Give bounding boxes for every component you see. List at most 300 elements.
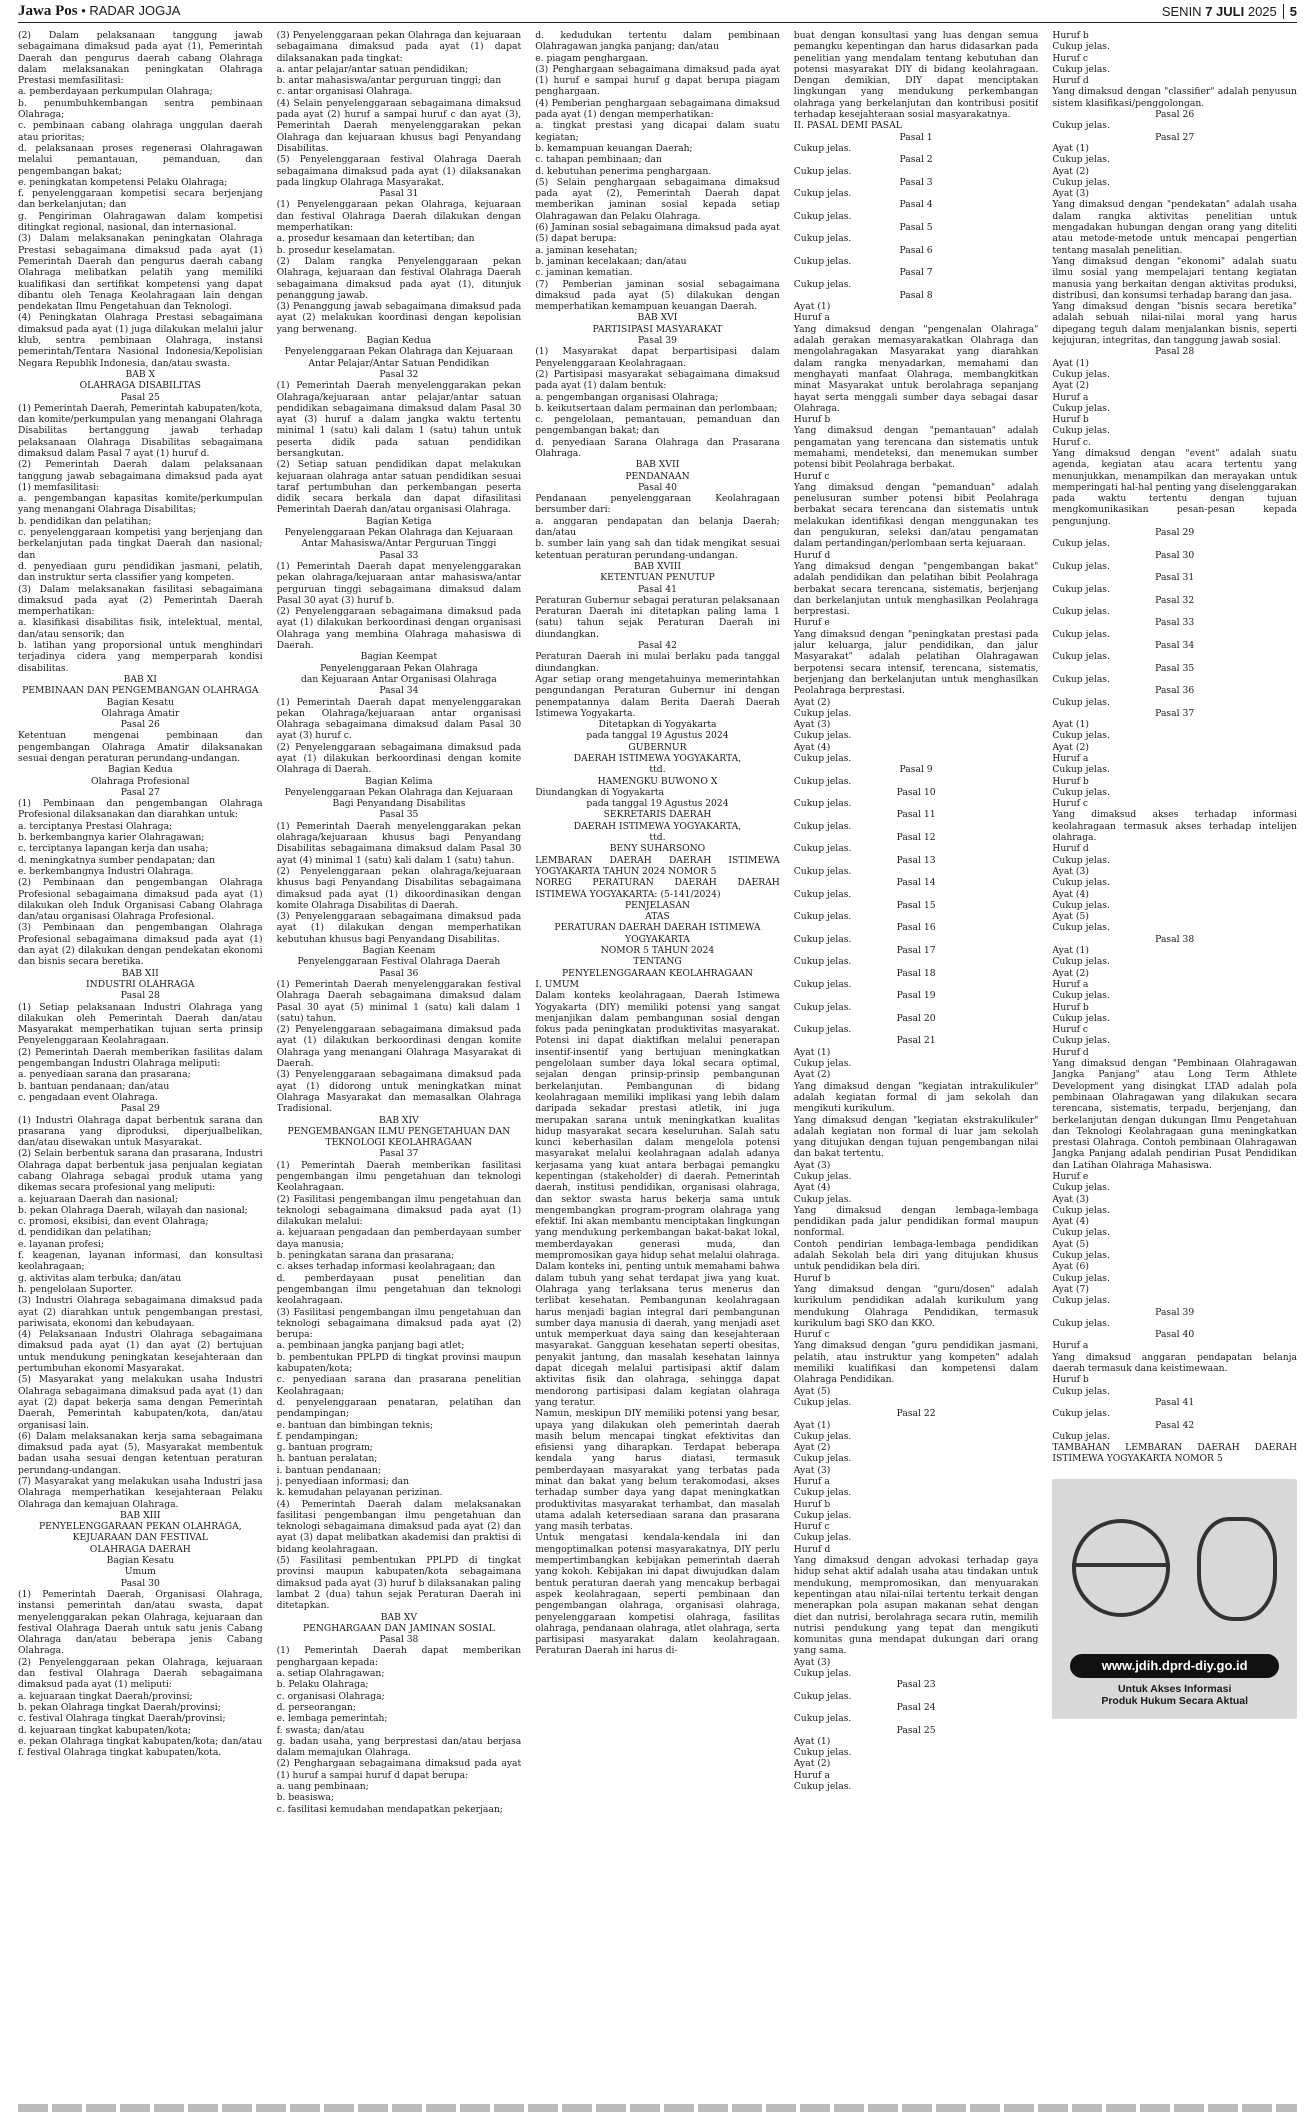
paragraph: (3) Penyelenggaraan sebagaimana dimaksud pada ayat (1) didorong untuk meningkatkan minat Olahraga Masyarakat dan memasalkan Olahraga Tradisional.: [276, 1069, 522, 1115]
paragraph: ttd.: [649, 832, 666, 844]
paragraph: Cukup jelas.: [793, 730, 852, 742]
paragraph: Pasal 30: [120, 1577, 160, 1589]
paragraph: Huruf d: [1052, 75, 1089, 87]
paragraph: Penyelenggaraan Pekan Olahraga dan Kejuaraan Antar Pelajar/Antar Satuan Pendidikan: [284, 346, 514, 369]
paragraph: Pasal 29: [1155, 527, 1195, 539]
paragraph: Cukup jelas.: [1052, 899, 1110, 911]
paragraph: Pasal 8: [899, 289, 933, 301]
paragraph: Bagian Kedua: [107, 764, 173, 776]
paragraph: Yang dimaksud dengan "pemantauan" adalah pengamatan yang terencana dan sistematis untuk memahami, mendeteksi, dan menemukan sumber potensi bibit Peolahraga berbakat.: [793, 425, 1039, 471]
paragraph: Pasal 25: [120, 391, 160, 403]
paragraph: a. uang pembinaan;: [276, 1781, 369, 1793]
paragraph: Yang dimaksud dengan "kegiatan intrakulikuler" adalah kegiatan formal di jam sekolah dan mengikuti kurikulum.: [793, 1080, 1039, 1115]
paragraph: I. UMUM: [535, 978, 579, 990]
paragraph: Yang dimaksud dengan advokasi terhadap gaya hidup sehat aktif adalah usaha atau tindakan untuk mendukung, mempromosikan, dan menyuarakan kepentingan atau nilai-nilai tertentu terkait dengan menerapkan pola asupan makanan sehat dengan diet dan nutrisi, berolahraga secara rutin, memilih nutrisi pendukung yang tepat dan mengikuti komunitas guna mendapat dukungan dari orang yang sama.: [793, 1555, 1039, 1657]
paragraph: Untuk mengatasi kendala-kendala ini dan mengoptimalkan potensi masyarakatnya, DIY perlu mempertimbangkan kebijakan pemerintah daerah yang kokoh. Kebijakan ini dapat diwujudkan dalam bentuk peraturan daerah yang mencakup berbagai aspek keolahragaan, seperti pembinaan dan pengembangan olahraga, organisasi olahraga, penyelenggaraan kompetisi olahraga, fasilitas olahraga, pendanaan olahraga, atlet olahraga, serta partisipasi masyarakat dalam keolahragaan. Peraturan Daerah ini harus di-: [535, 1532, 780, 1657]
paragraph: HAMENGKU BUWONO X: [597, 775, 718, 787]
paragraph: ATAS: [645, 911, 670, 923]
paragraph: Huruf c: [793, 1329, 830, 1341]
paragraph: f. penyelenggaraan kompetisi secara berjenjang dan berkelanjutan; dan: [18, 188, 263, 211]
paragraph: Bagian Keenam: [362, 945, 436, 957]
paragraph: (5) Fasilitasi pembentukan PPLPD di tingkat provinsi maupun kabupaten/kota sebagaimana dimaksud pada ayat (3) huruf b dilaksanakan paling lambat 2 (dua) tahun sejak Peraturan Daerah ini ditetapkan.: [276, 1555, 522, 1612]
paragraph: a. kejuaraan Daerah dan nasional;: [18, 1193, 178, 1205]
paragraph: OLAHRAGA DISABILITAS: [79, 380, 201, 392]
paragraph: Huruf d: [1052, 1046, 1089, 1058]
paragraph: d. penyediaan guru pendidikan jasmani, pelatih, dan instruktur serta classifier yang kompeten.: [18, 560, 263, 584]
paragraph: a. anggaran pendapatan dan belanja Daerah; dan/atau: [535, 515, 780, 539]
paragraph: Pasal 12: [896, 832, 936, 844]
paragraph: Namun, meskipun DIY memiliki potensi yang besar, upaya yang dilakukan oleh pemerintah daerah masih belum mencapai tingkat efektivitas dan efisiensi yang diharapkan. Terdapat beberapa kendala yang harus diatasi, termasuk pemberdayaan masyarakat yang terbatas pada minat dan bakat yang belum terakomodasi, akses terhadap sumber daya yang dapat meningkatkan produktivitas masyarakat terhambat, dan masalah utama adalah ketersediaan sarana dan prasarana yang masih terbatas.: [535, 1408, 780, 1533]
paragraph: Contoh pendirian lembaga-lembaga pendidikan adalah Sekolah bela diri yang ditujukan khusus untuk pendidikan bela diri.: [793, 1238, 1039, 1273]
paragraph: Bagian Keempat: [360, 651, 438, 663]
paragraph: a. pengembangan organisasi Olahraga;: [535, 391, 719, 403]
paragraph: BAB XII: [121, 967, 159, 979]
paragraph: Huruf c: [793, 1521, 830, 1533]
paragraph: (2) Dalam rangka Penyelenggaraan pekan Olahraga, kejuaraan dan festival Olahraga Daerah sebagaimana dimaksud pada ayat (1), ditunjuk penanggung jawab.: [276, 255, 522, 301]
paragraph: Cukup jelas.: [1052, 368, 1110, 380]
paragraph: Ayat (3): [793, 1464, 831, 1476]
paragraph: b. antar mahasiswa/antar perguruan tinggi; dan: [276, 75, 502, 87]
paragraph: c. fasilitasi kemudahan mendapatkan pekerjaan;: [276, 1803, 503, 1815]
paragraph: ttd.: [649, 764, 666, 776]
paragraph: f. pendampingan;: [276, 1430, 358, 1442]
paragraph: Ayat (2): [793, 1069, 831, 1081]
paragraph: a. prosedur kesamaan dan ketertiban; dan: [276, 233, 475, 245]
paragraph: Yang dimaksud dengan "guru pendidikan jasmani, pelatih, atau instruktur yang kompeten" adalah memiliki kualifikasi dan kompetensi dalam Olahraga Pendidikan.: [793, 1340, 1039, 1386]
paragraph: PENYELENGGARAAN PEKAN OLAHRAGA, KEJUARAAN DAN FESTIVAL: [38, 1521, 242, 1544]
paragraph: i. bantuan pendanaan;: [276, 1464, 382, 1476]
paragraph: (5) Penyelenggaraan festival Olahraga Daerah sebagaimana dimaksud pada ayat (1) dilaksanakan pada lingkup Olahraga Masyarakat.: [276, 154, 522, 188]
paragraph: Pasal 40: [637, 481, 677, 493]
paragraph: Cukup jelas.: [1052, 1408, 1110, 1420]
jdih-advertisement: [1052, 1479, 1297, 1719]
paragraph: Cukup jelas.: [1052, 1430, 1110, 1442]
paragraph: Yang dimaksud akses terhadap informasi keolahragaan termasuk akses terhadap intelijen olahraga.: [1052, 809, 1297, 844]
paragraph: c. tahapan pembinaan; dan: [535, 154, 662, 166]
paragraph: b. latihan yang proporsional untuk menghindari terjadinya cidera yang memperparah kondisi disabilitas.: [18, 640, 263, 674]
paragraph: (1) Penyelenggaraan pekan Olahraga, kejuaraan dan festival Olahraga Daerah dilakukan dengan memperhatikan:: [276, 199, 522, 234]
paragraph: BAB XVI: [637, 312, 678, 324]
paragraph: (2) Penyelenggaraan sebagaimana dimaksud pada ayat (1) dilakukan berkoordinasi dengan komite Olahraga yang menangani Olahraga Masyarakat di Daerah.: [276, 1024, 522, 1070]
paragraph: Cukup jelas.: [1052, 583, 1110, 595]
paragraph: e. pekan Olahraga tingkat kabupaten/kota; dan/atau: [18, 1735, 263, 1747]
paragraph: (5) Masyarakat yang melakukan usaha Industri Olahraga sebagaimana dimaksud pada ayat (1) dan ayat (2) dapat bekerja sama dengan Pemerintah Daerah, Pemerintah kabupaten/kota, dan/atau organisasi lain.: [18, 1374, 263, 1431]
paragraph: Ayat (5): [1052, 1238, 1089, 1250]
paragraph: Cukup jelas.: [1052, 1204, 1110, 1216]
paragraph: Peraturan Gubernur sebagai peraturan pelaksanaan Peraturan Daerah ini ditetapkan paling lama 1 (satu) tahun sejak Peraturan Daerah ini diundangkan.: [535, 594, 780, 640]
paragraph: b. beasiswa;: [276, 1792, 334, 1804]
paragraph: Cukup jelas.: [793, 210, 852, 222]
paragraph: Pasal 20: [896, 1012, 936, 1024]
paragraph: Ayat (4): [1052, 888, 1089, 900]
paragraph: Cukup jelas.: [1052, 990, 1110, 1002]
paragraph: (2) Penyelenggaraan pekan Olahraga, kejuaraan dan festival Olahraga Daerah sebagaimana dimaksud pada ayat (1) meliputi:: [18, 1656, 263, 1691]
paragraph: Pasal 38: [1155, 933, 1195, 945]
paragraph: d. perseorangan;: [276, 1701, 356, 1713]
paragraph: (1) Pemerintah Daerah dapat menyelenggarakan pekan olahraga/kejuaraan antar mahasiswa/antar perguruan tinggi sebagaimana dimaksud dalam Pasal 30 ayat (3) huruf b.: [276, 560, 522, 606]
paragraph: (7) Masyarakat yang melakukan usaha Industri jasa Olahraga memperhatikan kesejahteraan Pelaku Olahraga dan kemajuan Olahraga.: [18, 1476, 263, 1510]
paragraph: Pasal 24: [896, 1701, 936, 1713]
jdih-url-link[interactable]: www.jdih.dprd-diy.go.id: [1070, 1654, 1279, 1678]
paragraph: a. klasifikasi disabilitas fisik, intelektual, mental, dan/atau sensorik; dan: [18, 617, 263, 640]
paragraph: (1) Pemerintah Daerah menyelenggarakan pekan olahraga/kejuaraan khusus bagi Penyandang Disabilitas sebagaimana dimaksud dalam Pasal 30 ayat (4) minimal 1 (satu) kali dalam 1 (satu) tahun.: [276, 820, 522, 866]
paragraph: g. aktivitas alam terbuka; dan/atau: [18, 1272, 182, 1284]
paragraph: Cukup jelas.: [1052, 425, 1110, 437]
paragraph: Cukup jelas.: [1052, 1250, 1110, 1262]
paragraph: II. PASAL DEMI PASAL: [793, 120, 902, 132]
paragraph: Yang dimaksud dengan "event" adalah suatu agenda, kegiatan atau acara tertentu yang menunjukkan, menampilkan dan merayakan untuk memperingati hal-hal penting yang diselenggarakan pada waktu tertentu dengan tujuan mengkomunikasikan pesan-pesan kepada pengunjung.: [1052, 447, 1297, 527]
paragraph: b. berkembangnya karier Olahragawan;: [18, 832, 205, 844]
paragraph: Huruf b: [1052, 414, 1089, 426]
paragraph: g. badan usaha, yang berprestasi dan/atau berjasa dalam memajukan Olahraga.: [276, 1735, 522, 1759]
paragraph: YOGYAKARTA: [625, 933, 690, 945]
paragraph: Huruf a: [1052, 753, 1089, 764]
paragraph: d. kebutuhan penerima penghargaan.: [535, 165, 712, 177]
paragraph: Cukup jelas.: [1052, 651, 1110, 663]
paragraph: Penyelenggaraan Pekan Olahraga dan Kejuaraan Antar Mahasiswa/Antar Perguruan Tinggi: [284, 527, 514, 550]
paragraph: Pasal 41: [637, 583, 677, 595]
paragraph: e. layanan profesi;: [18, 1238, 104, 1250]
paragraph: (3) Industri Olahraga sebagaimana dimaksud pada ayat (2) diarahkan untuk pengembangan prestasi, pariwisata, ekonomi dan kebudayaan.: [18, 1295, 263, 1329]
paragraph: buat dengan konsultasi yang luas dengan semua pemangku kepentingan dan harus didasarkan pada penelitian yang mendalam tentang kebutuhan dan potensi masyarakat DIY di bidang keolahragaan. Dengan demikian, DIY dapat menciptakan lingkungan yang mendukung perkembangan olahraga yang berkelanjutan dan kontribusi positif terhadap kesejahteraan sosial masyarakatnya.: [793, 30, 1039, 121]
paragraph: Cukup jelas.: [1052, 538, 1110, 550]
diy-seal-icon: [1197, 1517, 1277, 1621]
paragraph: (2) Pembinaan dan pengembangan Olahraga Profesional sebagaimana dimaksud pada ayat (1) dilakukan oleh Induk Organisasi Cabang Olahraga dan/atau organisasi Olahraga Profesional.: [18, 877, 263, 923]
paragraph: (3) Penghargaan sebagaimana dimaksud pada ayat (1) huruf e sampai huruf g dapat berupa piagam penghargaan.: [535, 63, 780, 98]
paragraph: Ayat (3): [793, 1656, 831, 1668]
paragraph: b. penumbuhkembangan sentra pembinaan Olahraga;: [18, 97, 263, 121]
paragraph: (2) Dalam pelaksanaan tanggung jawab sebagaimana dimaksud pada ayat (1), Pemerintah Daerah dan pengurus daerah cabang Olahraga dalam melaksanakan peningkatan Olahraga Prestasi memfasilitasi:: [18, 30, 263, 87]
paragraph: NOREG PERATURAN DAERAH DAERAH ISTIMEWA YOGYAKARTA: (5-141/2024): [535, 877, 780, 900]
paragraph: (1) Pemerintah Daerah dapat memberikan penghargaan kepada:: [276, 1645, 522, 1668]
paragraph: (4) Pemberian penghargaan sebagaimana dimaksud pada ayat (1) dengan memperhatikan:: [535, 97, 780, 121]
paragraph: (1) Pemerintah Daerah, Pemerintah kabupaten/kota, dan komite/perkumpulan yang menangani Olahraga Disabilitas bertanggung jawab terhadap pelaksanaan Olahraga Disabilitas sebagaimana dimaksud dalam Pasal 7 ayat (1) huruf d.: [18, 402, 263, 459]
paragraph: (2) Selain berbentuk sarana dan prasarana, Industri Olahraga dapat berbentuk jasa penjualan kegiatan cabang Olahraga sebagai produk utama yang dikemas secara profesional yang meliputi:: [18, 1148, 263, 1194]
paragraph: Cukup jelas.: [1052, 628, 1110, 640]
paragraph: Bagian Kesatu: [106, 1555, 174, 1567]
paragraph: Huruf a: [793, 1769, 830, 1781]
paragraph: Pasal 2: [899, 154, 933, 166]
paragraph: a. tingkat prestasi yang dicapai dalam suatu kegiatan;: [535, 120, 780, 143]
paragraph: Cukup jelas.: [793, 753, 852, 764]
paragraph: Cukup jelas.: [1052, 1295, 1110, 1307]
paragraph: Ayat (5): [1052, 911, 1089, 923]
paragraph: Ayat (3): [1052, 188, 1089, 200]
paragraph: Bagian Kelima: [365, 775, 433, 787]
paragraph: Dalam konteks keolahragaan, Daerah Istimewa Yogyakarta (DIY) memiliki potensi yang sangat menjanjikan dalam pembangunan sosial dengan fokus pada peningkatan produktivitas masyarakat. Potensi ini dapat diaktifkan melalui penerapan insentif-insentif yang bertujuan meningkatkan pengelolaan sumber daya lokal secara optimal, sejalan dengan prinsip-prinsip pembangunan berkelanjutan. Pembangunan di bidang keolahragaan memiliki implikasi yang lebih dalam daripada sekadar prestasi atletik, ini juga merupakan sarana untuk meningkatkan kualitas hidup masyarakat secara keseluruhan. Salah satu kunci keberhasilan dalam mengelola potensi masyarakat melalui keolahragaan adalah adanya kerjasama yang kuat antara berbagai pemangku kepentingan (stakeholder) di daerah. Pemerintah daerah, institusi pendidikan, organisasi olahraga, dan sektor swasta harus bekerja sama untuk mengembangkan program-program olahraga yang efektif. Ini akan membantu menciptakan lingkungan yang mendukung perkembangan bakat-bakat lokal, memberdayakan generasi muda, dan mempromosikan gaya hidup sehat melalui olahraga.: [535, 990, 780, 1262]
paragraph: (1) Industri Olahraga dapat berbentuk sarana dan prasarana yang diproduksi, diperjualbelikan, dan/atau disewakan untuk Masyarakat.: [18, 1114, 263, 1149]
paragraph: Pasal 16: [896, 922, 936, 934]
paragraph: Pasal 28: [1155, 346, 1195, 358]
paragraph: d. penyelenggaraan penataran, pelatihan dan pendampingan;: [276, 1396, 522, 1420]
paragraph: BAB XVIII: [633, 560, 682, 572]
paragraph: Cukup jelas.: [793, 1487, 852, 1499]
paragraph: b. pembentukan PPLPD di tingkat provinsi maupun kabupaten/kota;: [276, 1351, 522, 1375]
column-2: [277, 30, 522, 2085]
paragraph: Pasal 25: [896, 1724, 936, 1736]
paragraph: Ditetapkan di Yogyakarta: [598, 719, 717, 731]
paragraph: Huruf c: [1052, 1024, 1089, 1036]
paragraph: Pasal 6: [899, 244, 933, 256]
paragraph: (2) Pemerintah Daerah dalam pelaksanaan tanggung jawab sebagaimana dimaksud pada ayat (1) memfasilitasi:: [18, 459, 263, 493]
paragraph: Pasal 14: [896, 877, 936, 889]
paragraph: Pasal 34: [1155, 640, 1195, 652]
paragraph: Pasal 26: [1155, 109, 1195, 121]
paragraph: Cukup jelas.: [1052, 1272, 1110, 1284]
paragraph: b. pendidikan dan pelatihan;: [18, 515, 152, 527]
paragraph: Ayat (1): [1052, 357, 1089, 369]
paragraph: Cukup jelas.: [1052, 560, 1110, 572]
paragraph: d. penyediaan Sarana Olahraga dan Prasarana Olahraga.: [535, 436, 780, 459]
paragraph: Huruf b: [1052, 775, 1089, 787]
paragraph: Cukup jelas.: [1052, 854, 1110, 866]
paragraph: (1) Setiap pelaksanaan Industri Olahraga yang dilakukan oleh Pemerintah Daerah dan/atau Masyarakat memperhatikan tujuan serta prinsip Penyelenggaraan Keolahragaan.: [18, 1001, 263, 1047]
paragraph: Huruf c: [1052, 52, 1089, 64]
paragraph: b. peningkatan sarana dan prasarana;: [276, 1250, 455, 1262]
paragraph: Diundangkan di Yogyakarta: [535, 786, 665, 798]
paragraph: Ayat (3): [793, 719, 831, 731]
paragraph: g. Pengiriman Olahragawan dalam kompetisi ditingkat regional, nasional, dan internasional.: [18, 210, 263, 234]
paragraph: Pasal 30: [1155, 549, 1195, 561]
paragraph: Ayat (4): [1052, 1216, 1089, 1228]
paragraph: (1) Pembinaan dan pengembangan Olahraga Profesional dilaksanakan dan diarahkan untuk:: [18, 798, 263, 821]
paragraph: (2) Penyelenggaraan sebagaimana dimaksud pada ayat (1) dilakukan berkoordinasi dengan komite Olahraga di Daerah.: [276, 741, 522, 776]
paragraph: b. keikutsertaan dalam permainan dan perlombaan;: [535, 402, 778, 414]
paragraph: Yang dimaksud dengan "pengembangan bakat" adalah pendidikan dan pelatihan bibit Peolahraga berbakat secara terencana, sistematis, berjenjang dan berkelanjutan untuk menghasilkan Peolahraga berprestasi.: [793, 560, 1039, 618]
paragraph: Cukup jelas.: [793, 1170, 852, 1182]
paragraph: OLAHRAGA DAERAH: [89, 1543, 191, 1555]
paragraph: Cukup jelas.: [1052, 176, 1110, 188]
paragraph: (4) Pemerintah Daerah dalam melaksanakan fasilitasi pengembangan ilmu pengetahuan dan teknologi sebagaimana dimaksud pada ayat (2) dan ayat (3) dapat melibatkan akademisi dan praktisi di bidang keolahragaan.: [276, 1498, 522, 1555]
paragraph: Huruf a: [1052, 391, 1089, 403]
paragraph: Pasal 33: [1155, 617, 1195, 629]
paragraph: b. jaminan kecelakaan; dan/atau: [535, 255, 687, 267]
paragraph: Ayat (7): [1052, 1283, 1089, 1295]
paragraph: PENYELENGGARAAN KEOLAHRAGAAN: [561, 967, 754, 979]
paragraph: Cukup jelas.: [793, 865, 852, 877]
paragraph: Ayat (1): [793, 1419, 831, 1431]
paragraph: PENDANAAN: [625, 470, 690, 482]
paragraph: (1) Pemerintah Daerah menyelenggarakan festival Olahraga Daerah sebagaimana dimaksud dalam Pasal 30 ayat (5) minimal 1 (satu) kali dalam 1 (satu) tahun.: [276, 978, 522, 1024]
paragraph: Pasal 28: [120, 990, 160, 1002]
paragraph: (2) Fasilitasi pengembangan ilmu pengetahuan dan teknologi sebagaimana dimaksud pada ayat (1) dilakukan melalui:: [276, 1193, 522, 1228]
paragraph: Cukup jelas.: [793, 1058, 852, 1070]
paragraph: Pasal 4: [899, 199, 933, 211]
paragraph: Penyelenggaraan Festival Olahraga Daerah: [297, 956, 501, 968]
column-4: [794, 30, 1039, 2085]
paragraph: Penyelenggaraan Pekan Olahraga dan Kejuaraan Bagi Penyandang Disabilitas: [284, 786, 514, 810]
paragraph: Cukup jelas.: [1052, 1227, 1110, 1239]
paragraph: Cukup jelas.: [793, 1509, 852, 1521]
paragraph: Cukup jelas.: [793, 956, 852, 968]
paragraph: Bagian Ketiga: [366, 515, 432, 527]
paragraph: Cukup jelas.: [793, 165, 852, 177]
paragraph: (1) Pemerintah Daerah menyelenggarakan pekan Olahraga/kejuaraan antar pelajar/antar satuan pendidikan sebagaimana dimaksud dalam Pasal 30 ayat (3) huruf a dalam jangka waktu tertentu minimal 1 (satu) kali dalam 1 (satu) tahun untuk peserta didik pada satuan pendidikan bersangkutan.: [276, 380, 522, 459]
paragraph: Ketentuan mengenai pembinaan dan pengembangan Olahraga Amatir dilaksanakan sesuai dengan peraturan perundang-undangan.: [18, 730, 263, 764]
paragraph: Pasal 35: [379, 809, 419, 821]
paragraph: a. kejuaraan pengadaan dan pemberdayaan sumber daya manusia;: [276, 1227, 522, 1250]
paragraph: Cukup jelas.: [1052, 1317, 1110, 1329]
paragraph: Cukup jelas.: [1052, 606, 1110, 618]
paragraph: Yang dimaksud dengan "guru/dosen" adalah kurikulum pendidikan adalah kurikulum yang mendukung Olahraga Pendidikan, termasuk kurikulum bagi SKO dan KKO.: [793, 1283, 1039, 1329]
paragraph: Cukup jelas.: [793, 255, 852, 267]
paragraph: b. bantuan pendanaan; dan/atau: [18, 1080, 170, 1092]
paragraph: BAB XIII: [120, 1509, 161, 1521]
paragraph: a. kejuaraan tingkat Daerah/provinsi;: [18, 1690, 193, 1702]
paragraph: e. piagam penghargaan.: [535, 52, 649, 64]
article-columns: [18, 30, 1297, 2085]
paragraph: Ayat (1): [793, 301, 831, 313]
paragraph: Cukup jelas.: [793, 911, 852, 923]
paragraph: Pasal 21: [896, 1035, 936, 1047]
column-5: [1052, 30, 1297, 2085]
paragraph: Cukup jelas.: [793, 1690, 852, 1702]
paragraph: Huruf d: [793, 549, 831, 561]
paragraph: c. pengelolaan, pemantauan, pemanduan dan pengembangan bakat; dan: [535, 414, 780, 437]
paragraph: (1) Pemerintah Daerah, Organisasi Olahraga, instansi pemerintah dan/atau swasta, dapat menyelenggarakan pekan Olahraga, kejuaraan dan festival Olahraga Daerah untuk satu jenis Cabang Olahraga dan/atau beberapa jenis Cabang Olahraga.: [18, 1588, 263, 1657]
paragraph: c. pengadaan event Olahraga.: [18, 1091, 158, 1103]
paragraph: Cukup jelas.: [1052, 1035, 1110, 1047]
paragraph: Cukup jelas.: [793, 1396, 852, 1408]
paragraph: Cukup jelas.: [1052, 730, 1110, 742]
paragraph: Huruf b: [1052, 1374, 1089, 1386]
paragraph: Pasal 35: [1155, 662, 1195, 674]
paragraph: c. jaminan kematian.: [535, 267, 633, 279]
paragraph: SEKRETARIS DAERAH: [603, 809, 712, 821]
paragraph: PENGHARGAAN DAN JAMINAN SOSIAL: [302, 1622, 495, 1634]
paragraph: (1) Pemerintah Daerah dapat menyelenggarakan pekan Olahraga/kejuaraan antar organisasi Olahraga sebagaimana dimaksud dalam Pasal 30 ayat (3) huruf c.: [276, 696, 522, 742]
paragraph: Pasal 17: [896, 945, 936, 957]
paragraph: Pasal 32: [1155, 594, 1195, 606]
paragraph: (1) Pemerintah Daerah memberikan fasilitasi pengembangan ilmu pengetahuan dan teknologi Keolahragaan.: [276, 1159, 522, 1194]
paragraph: Huruf b: [1052, 1001, 1089, 1013]
paragraph: b. Pelaku Olahraga;: [276, 1679, 369, 1691]
paragraph: b. pekan Olahraga Daerah, wilayah dan nasional;: [18, 1204, 248, 1216]
paragraph: d. pendidikan dan pelatihan;: [18, 1227, 152, 1239]
paragraph: (4) Selain penyelenggaraan sebagaimana dimaksud pada ayat (2) huruf a sampai huruf c dan ayat (3), Pemerintah Daerah menyelenggarakan pekan Olahraga dan kejuaraan khusus bagi Penyandang Disabilitas.: [276, 97, 522, 154]
paragraph: d. pemberdayaan pusat penelitian dan pengembangan ilmu pengetahuan dan teknologi keolahragaan.: [276, 1272, 522, 1307]
paragraph: LEMBARAN DAERAH DAERAH ISTIMEWA YOGYAKARTA TAHUN 2024 NOMOR 5: [535, 854, 780, 877]
paragraph: a. antar pelajar/antar satuan pendidikan;: [276, 63, 469, 75]
paragraph: h. pengelolaan Suporter.: [18, 1283, 133, 1295]
paragraph: Huruf a: [793, 312, 830, 324]
paragraph: (2) Penyelenggaraan pekan olahraga/kejuaraan khusus bagi Penyandang Disabilitas sebagaimana dimaksud pada ayat (1) dikoordinasikan dengan komite Olahraga Disabilitas di Daerah.: [276, 865, 522, 911]
column-3: [535, 30, 780, 2085]
paragraph: Umum: [124, 1566, 156, 1578]
paragraph: TENTANG: [633, 956, 682, 968]
paragraph: Penyelenggaraan Pekan Olahraga: [320, 662, 478, 674]
paragraph: (4) Peningkatan Olahraga Prestasi sebagaimana dimaksud pada ayat (1) juga dilakukan melalui jalur klub, sentra pembinaan Olahraga, instansi pemerintah/Tentara Nasional Indonesia/Kepolisian Negara Republik Indonesia, dan/atau swasta.: [18, 312, 263, 369]
paragraph: Pasal 40: [1155, 1329, 1195, 1341]
paragraph: Pasal 27: [1155, 131, 1195, 143]
paragraph: Pasal 33: [379, 549, 419, 561]
paragraph: Pasal 42: [1155, 1419, 1195, 1431]
paragraph: d. pelaksanaan proses regenerasi Olahragawan melalui pemantauan, pemanduan, dan pengembangan bakat;: [18, 142, 263, 177]
paragraph: (2) Penyelenggaraan sebagaimana dimaksud pada ayat (1) dilakukan berkoordinasi dengan organisasi Olahraga yang membina Olahraga mahasiswa di Daerah.: [276, 606, 522, 652]
paragraph: Cukup jelas.: [793, 1453, 852, 1465]
paragraph: Huruf e: [793, 617, 830, 629]
paragraph: Cukup jelas.: [793, 233, 852, 245]
paragraph: (3) Penyelenggaraan sebagaimana dimaksud pada ayat (1) dilakukan dengan memperhatikan kebutuhan khusus bagi Penyandang Disabilitas.: [276, 911, 522, 945]
paragraph: Ayat (2): [1052, 967, 1089, 979]
paragraph: Yang dimaksud dengan lembaga-lembaga pendidikan pada jalur pendidikan formal maupun nonformal.: [793, 1204, 1039, 1239]
paragraph: Pasal 36: [379, 967, 419, 979]
paragraph: c. penyelenggaraan kompetisi yang berjenjang dan berkelanjutan pada tingkat Daerah dan nasional; dan: [18, 527, 263, 561]
paragraph: Cukup jelas.: [793, 843, 852, 855]
paragraph: DAERAH ISTIMEWA YOGYAKARTA,: [573, 753, 742, 764]
paragraph: Yang dimaksud dengan "classifier" adalah penyusun sistem klasifikasi/penggolongan.: [1052, 86, 1297, 109]
paragraph: Pasal 18: [896, 967, 936, 979]
paragraph: (2) Pemerintah Daerah memberikan fasilitas dalam pengembangan Industri Olahraga meliputi:: [18, 1046, 263, 1070]
paragraph: a. pengembangan kapasitas komite/perkumpulan yang menangani Olahraga Disabilitas;: [18, 493, 263, 516]
paragraph: pada tanggal 19 Agustus 2024: [586, 730, 729, 742]
paragraph: BAB XIV: [378, 1114, 419, 1126]
paragraph: Pasal 10: [896, 786, 936, 798]
paragraph: Ayat (1): [1052, 142, 1089, 154]
paragraph: Cukup jelas.: [793, 278, 852, 290]
paragraph: Huruf c: [1052, 798, 1089, 810]
paragraph: a. pemberdayaan perkumpulan Olahraga;: [18, 86, 213, 98]
paragraph: Yang dimaksud dengan "ekonomi" adalah suatu ilmu sosial yang mempelajari tentang kegiatan manusia yang berkaitan dengan aktivitas produksi, distribusi, dan konsumsi terhadap barang dan jasa.: [1052, 255, 1297, 301]
paragraph: pada tanggal 19 Agustus 2024: [586, 798, 729, 810]
paragraph: Cukup jelas.: [1052, 922, 1110, 934]
paragraph: c. organisasi Olahraga;: [276, 1690, 385, 1702]
paragraph: e. bantuan dan bimbingan teknis;: [276, 1419, 434, 1431]
paragraph: Huruf b: [1052, 30, 1089, 41]
paragraph: Pasal 1: [899, 131, 933, 143]
footer-bar: [18, 2104, 1297, 2112]
masthead: [18, 0, 1297, 23]
paragraph: (3) Penanggung jawab sebagaimana dimaksud pada ayat (2) melakukan koordinasi dengan kepolisian yang berwenang.: [276, 301, 522, 335]
paragraph: PARTISIPASI MASYARAKAT: [592, 323, 723, 335]
paragraph: Pasal 39: [1155, 1306, 1195, 1318]
paragraph: Pasal 31: [379, 188, 419, 200]
paragraph: (3) Fasilitasi pengembangan ilmu pengetahuan dan teknologi sebagaimana dimaksud pada ayat (2) berupa:: [276, 1306, 522, 1341]
paragraph: b. pekan Olahraga tingkat Daerah/provinsi;: [18, 1701, 221, 1713]
paragraph: k. kemudahan pelayanan perizinan.: [276, 1487, 443, 1499]
paragraph: Pasal 39: [637, 335, 677, 347]
paragraph: Ayat (1): [1052, 945, 1089, 957]
paragraph: Ayat (6): [1052, 1261, 1089, 1273]
paragraph: Ayat (1): [793, 1046, 831, 1058]
paragraph: INDUSTRI OLAHRAGA: [86, 978, 195, 990]
paragraph: Cukup jelas.: [793, 188, 852, 200]
paragraph: (3) Penyelenggaraan pekan Olahraga dan kejuaraan sebagaimana dimaksud pada ayat (1) dapat dilaksanakan pada tingkat:: [276, 30, 522, 64]
paragraph: Cukup jelas.: [793, 142, 852, 154]
paragraph: Cukup jelas.: [793, 1001, 852, 1013]
paragraph: c. festival Olahraga tingkat Daerah/provinsi;: [18, 1713, 226, 1725]
paragraph: Cukup jelas.: [1052, 696, 1110, 708]
paragraph: BAB XI: [123, 673, 157, 685]
paragraph: Pasal 9: [899, 764, 933, 776]
paragraph: Yang dimaksud dengan "Pembinaan Olahragawan Jangka Panjang" atau Long Term Athlete Development yang disingkat LTAD adalah pola pembinaan Olahragawan yang dilakukan secara terencana, sistematis, terpadu, berjenjang, dan berkelanjutan dengan dukungan Ilmu Pengetahuan dan Teknologi Keolahragaan guna meningkatkan prestasi Olahraga. Contoh pembinaan Olahragawan Jangka Panjang adalah pendirian Pusat Pendidikan dan Latihan Olahraga Mahasiswa.: [1052, 1058, 1297, 1171]
paragraph: f. festival Olahraga tingkat kabupaten/kota.: [18, 1747, 222, 1759]
paragraph: Pasal 23: [896, 1679, 936, 1691]
paragraph: f. keagenan, layanan informasi, dan konsultasi keolahragaan;: [18, 1250, 263, 1273]
paragraph: Cukup jelas.: [1052, 1012, 1110, 1024]
paragraph: Ayat (3): [793, 1159, 831, 1171]
paragraph: Ayat (1): [1052, 719, 1089, 731]
paragraph: Pasal 41: [1155, 1396, 1195, 1408]
paragraph: Pasal 7: [899, 267, 933, 279]
paragraph: Huruf b: [793, 1498, 831, 1510]
paragraph: e. berkembangnya Industri Olahraga.: [18, 865, 194, 877]
paragraph: Huruf d: [793, 1543, 831, 1555]
paragraph: (2) Setiap satuan pendidikan dapat melakukan kejuaraan olahraga antar satuan pendidikan sesuai taraf pertumbuhan dan perkembangan peserta didik secara berkala dan dapat difasilitasi Pemerintah Daerah dan/atau organisasi Olahraga.: [276, 459, 522, 516]
paragraph: GUBERNUR: [628, 741, 687, 753]
paragraph: Pasal 26: [120, 719, 160, 731]
column-1: [18, 30, 263, 2085]
